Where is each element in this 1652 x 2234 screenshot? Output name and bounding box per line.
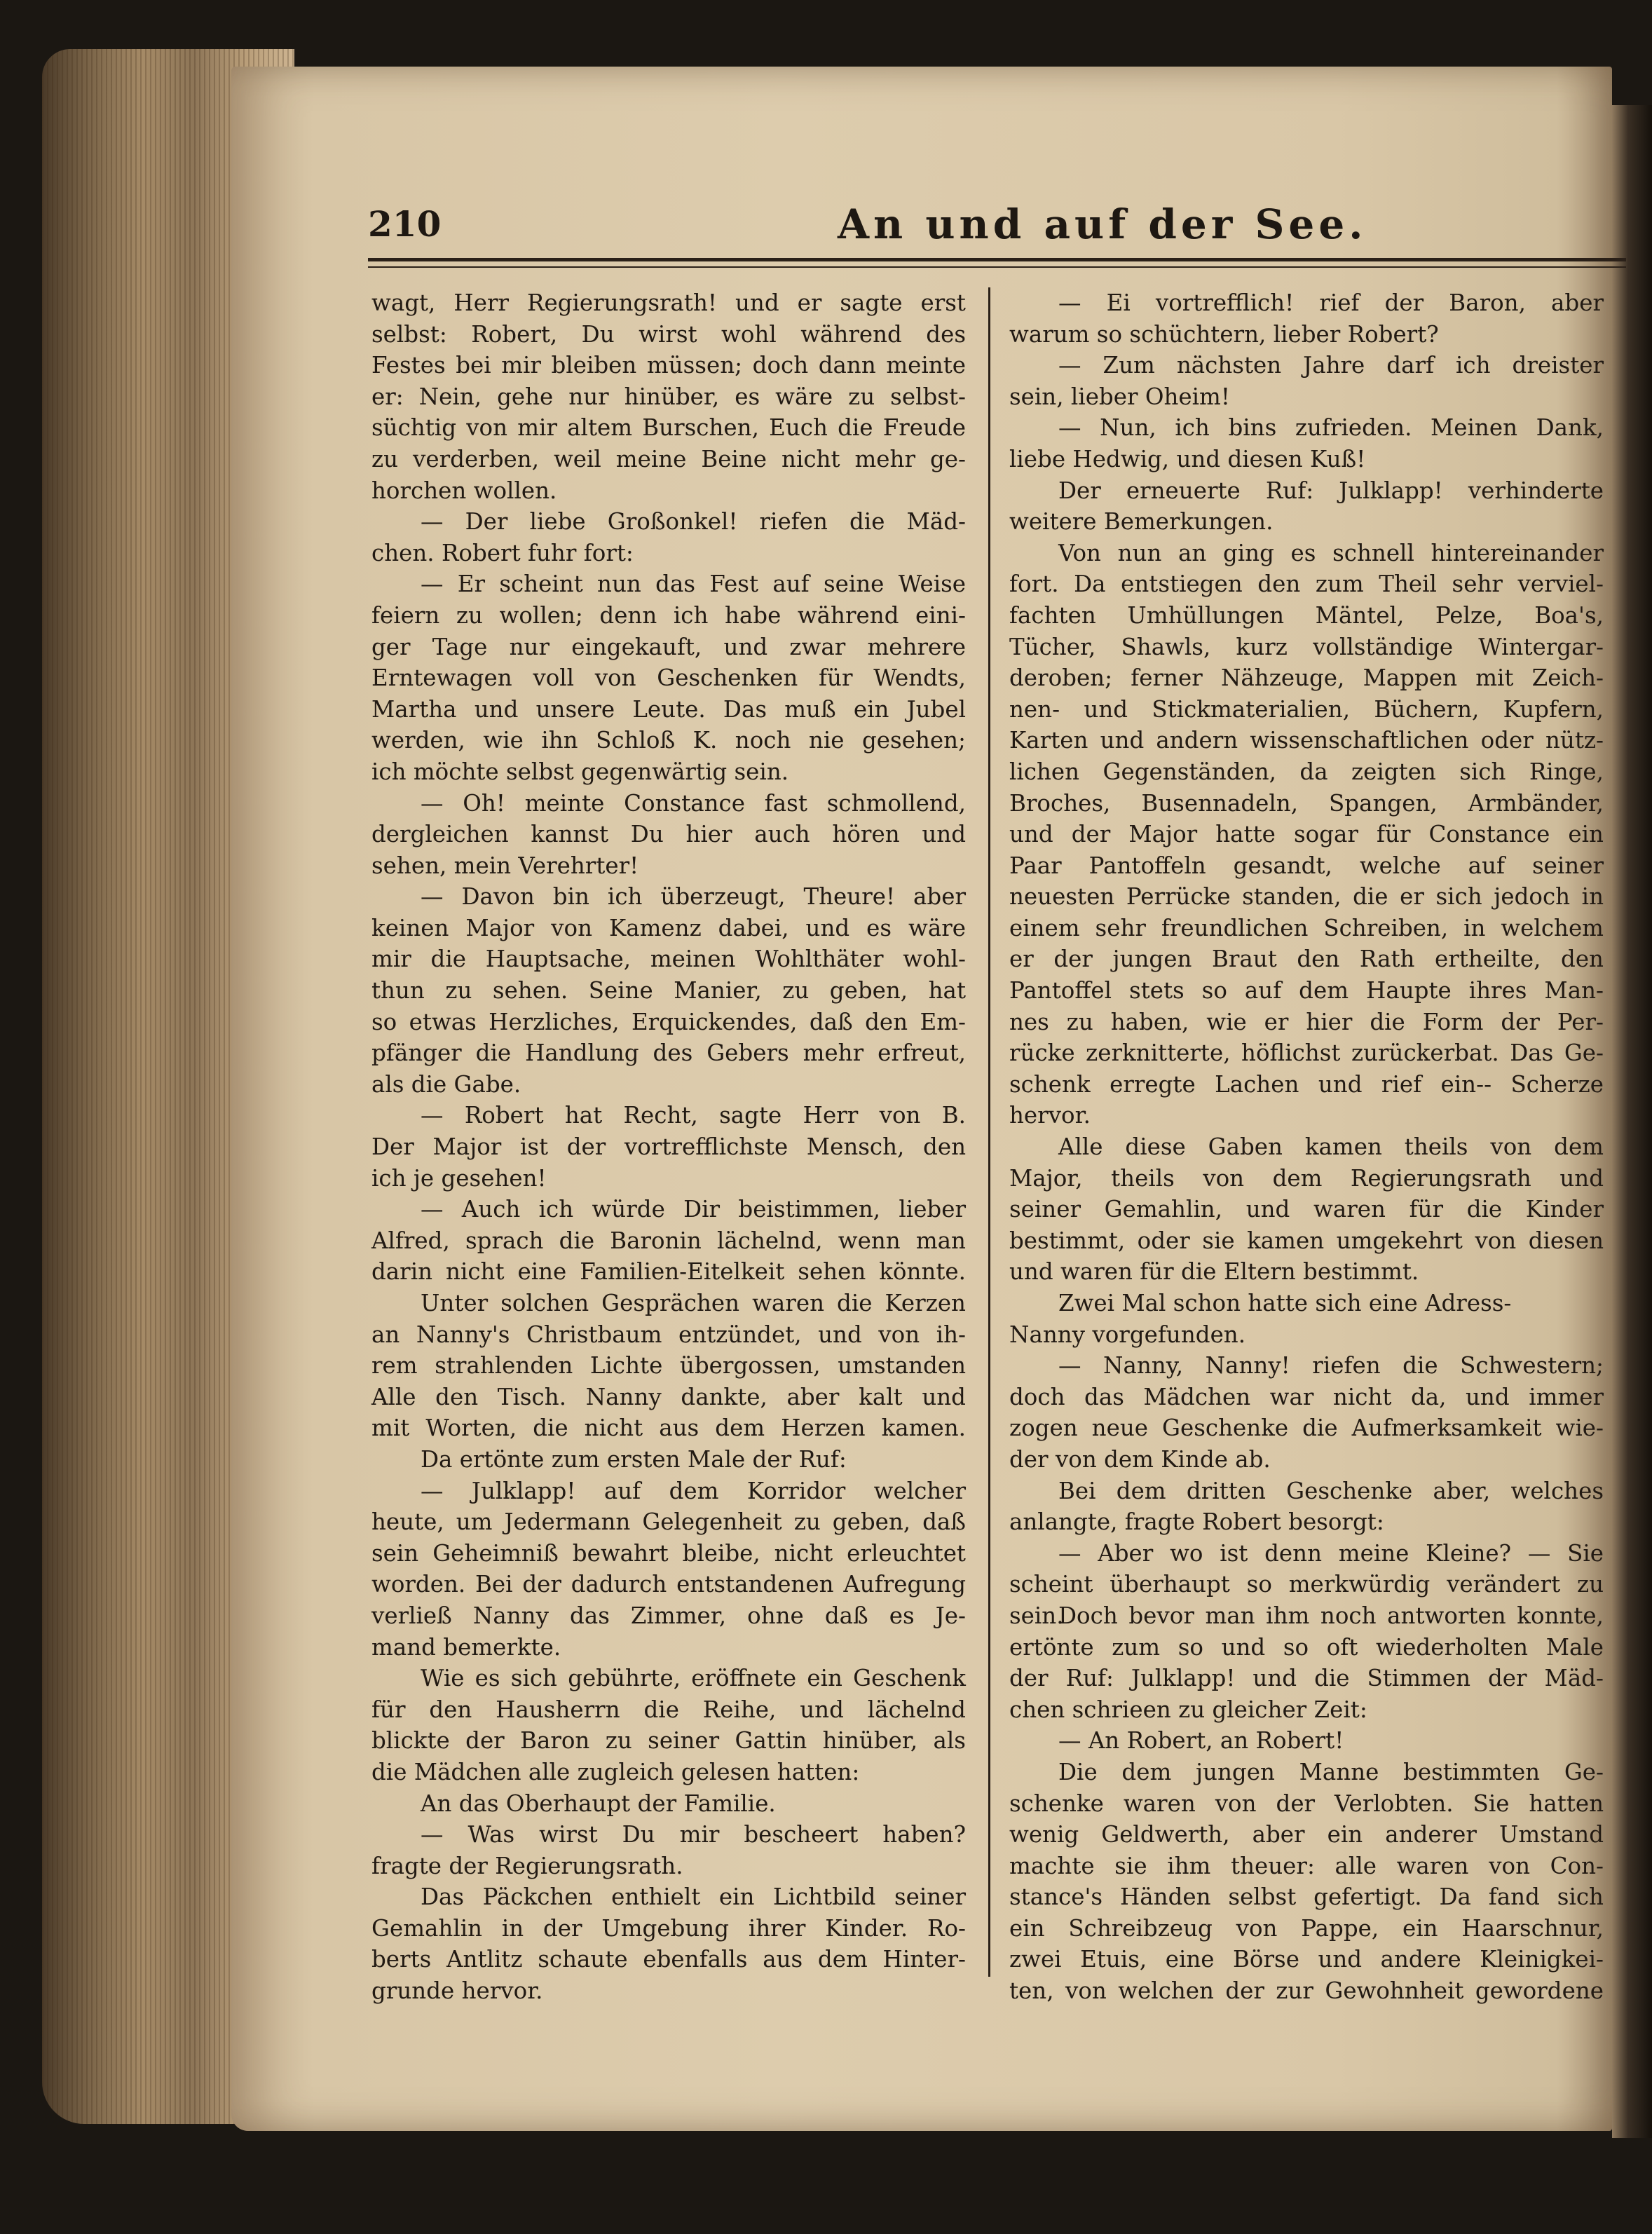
text-line: sein Geheimniß bewahrt bleibe, nicht erleuchtet: [371, 1539, 966, 1567]
text-line: Zwei Mal schon hatte sich eine Adress-: [1058, 1290, 1512, 1316]
text-line: blickte der Baron zu seiner Gattin hinüber, als: [371, 1727, 966, 1755]
text-line: Doch bevor man ihm noch antworten konnte,: [1058, 1602, 1604, 1629]
text-line: selbst: Robert, Du wirst wohl während des: [371, 320, 966, 348]
text-line: Da ertönte zum ersten Male der Ruf:: [421, 1445, 847, 1473]
text-line: zogen neue Geschenke die Aufmerksamkeit wie-: [1009, 1415, 1604, 1442]
text-line: als die Gabe.: [371, 1070, 521, 1098]
text-line: nes zu haben, wie er hier die Form der Per-: [1009, 1008, 1604, 1035]
text-line: mir die Hauptsache, meinen Wohlthäter wohl-: [371, 946, 966, 973]
text-line: fort. Da entstiegen den zum Theil sehr verviel-: [1009, 571, 1604, 598]
text-line: chen. Robert fuhr fort:: [371, 539, 634, 566]
text-line: ich möchte selbst gegenwärtig sein.: [371, 758, 789, 785]
page-number: 210: [368, 203, 442, 245]
text-line: schenke waren von der Verlobten. Sie hatten: [1009, 1790, 1604, 1817]
text-line: — Was wirst Du mir bescheert haben?: [421, 1821, 966, 1848]
text-line: Broches, Busennadeln, Spangen, Armbänder,: [1009, 789, 1604, 817]
text-line: — Robert hat Recht, sagte Herr von B.: [421, 1102, 966, 1129]
text-line: dergleichen kannst Du hier auch hören und: [371, 821, 966, 848]
text-line: er der jungen Braut den Rath ertheilte, den: [1009, 946, 1604, 973]
text-line: süchtig von mir altem Burschen, Euch die Freude: [371, 414, 966, 442]
text-line: anlangte, fragte Robert besorgt:: [1009, 1508, 1384, 1536]
text-line: darin nicht eine Familien-Eitelkeit sehen könnte.: [371, 1258, 966, 1286]
text-line: so etwas Herzliches, Erquickendes, daß den Em-: [371, 1008, 966, 1035]
text-line: keinen Major von Kamenz dabei, und es wäre: [371, 914, 966, 941]
text-line: Major, theils von dem Regierungsrath und: [1009, 1164, 1604, 1192]
text-line: ein Schreibzeug von Pappe, ein Haarschnur,: [1009, 1914, 1604, 1942]
text-line: heute, um Jedermann Gelegenheit zu geben, daß: [371, 1508, 966, 1536]
text-line: Das Päckchen enthielt ein Lichtbild seiner: [421, 1884, 966, 1911]
text-line: verließ Nanny das Zimmer, ohne daß es Je-: [371, 1602, 966, 1629]
text-line: ten, von welchen der zur Gewohnheit gewordene: [1009, 1977, 1604, 2005]
column-divider: [988, 287, 990, 1977]
text-line: — Nun, ich bins zufrieden. Meinen Dank,: [1058, 414, 1604, 442]
text-line: und waren für die Eltern bestimmt.: [1009, 1258, 1419, 1286]
text-line: warum so schüchtern, lieber Robert?: [1009, 320, 1439, 348]
text-line: einem sehr freundlichen Schreiben, in welchem: [1009, 914, 1604, 941]
text-line: thun zu sehen. Seine Manier, zu geben, hat: [371, 977, 966, 1004]
text-line: bestimmt, oder sie kamen umgekehrt von diesen: [1009, 1227, 1604, 1254]
text-line: chen schrieen zu gleicher Zeit:: [1009, 1696, 1367, 1723]
text-line: ich je gesehen!: [371, 1164, 547, 1192]
text-line: Die dem jungen Manne bestimmten Ge-: [1058, 1758, 1604, 1785]
text-line: — Der liebe Großonkel! riefen die Mäd-: [421, 508, 966, 536]
text-line: — Auch ich würde Dir beistimmen, lieber: [421, 1196, 966, 1223]
text-line: sein, lieber Oheim!: [1009, 383, 1230, 410]
text-line: Alfred, sprach die Baronin lächelnd, wenn man: [371, 1227, 966, 1254]
text-line: — Er scheint nun das Fest auf seine Weise: [421, 571, 966, 598]
text-line: feiern zu wollen; denn ich habe während eini-: [371, 601, 966, 629]
text-line: Martha und unsere Leute. Das muß ein Jubel: [371, 695, 966, 723]
text-line: seiner Gemahlin, und waren für die Kinder: [1009, 1196, 1604, 1223]
text-line: rem strahlenden Lichte übergossen, umstanden: [371, 1352, 966, 1380]
text-line: — Ei vortrefflich! rief der Baron, aber: [1058, 290, 1604, 316]
text-line: — Nanny, Nanny! riefen die Schwestern;: [1058, 1352, 1604, 1380]
text-line: Der Major ist der vortrefflichste Mensch, den: [371, 1133, 966, 1161]
text-line: — Aber wo ist denn meine Kleine? — Sie: [1058, 1539, 1604, 1567]
text-line: An das Oberhaupt der Familie.: [421, 1790, 776, 1817]
text-line: wenig Geldwerth, aber ein anderer Umstand: [1009, 1821, 1604, 1848]
text-line: mand bemerkte.: [371, 1633, 561, 1661]
text-line: fachten Umhüllungen Mäntel, Pelze, Boa's,: [1009, 601, 1604, 629]
text-line: Gemahlin in der Umgebung ihrer Kinder. Ro-: [371, 1914, 966, 1942]
text-line: mit Worten, die nicht aus dem Herzen kamen.: [371, 1415, 966, 1442]
text-line: doch das Mädchen war nicht da, und immer: [1009, 1383, 1604, 1410]
text-line: Pantoffel stets so auf dem Haupte ihres Man-: [1009, 977, 1604, 1004]
text-line: pfänger die Handlung des Gebers mehr erfreut,: [371, 1040, 966, 1067]
text-line: Nanny vorgefunden.: [1009, 1321, 1246, 1348]
text-line: ertönte zum so und so oft wiederholten Male: [1009, 1633, 1604, 1661]
text-line: machte sie ihm theuer: alle waren von Con-: [1009, 1852, 1604, 1879]
text-line: Von nun an ging es schnell hintereinander: [1058, 539, 1604, 566]
header-rule-thick: [368, 258, 1626, 261]
text-column-right: [1009, 287, 1604, 2007]
text-line: er: Nein, gehe nur hinüber, es wäre zu selbst-: [371, 383, 966, 410]
text-line: — Davon bin ich überzeugt, Theure! aber: [421, 883, 966, 911]
text-line: werden, wie ihn Schloß K. noch nie gesehen;: [371, 727, 966, 754]
text-line: lichen Gegenständen, da zeigten sich Ringe,: [1009, 758, 1604, 785]
text-line: und der Major hatte sogar für Constance ein: [1009, 821, 1604, 848]
text-line: horchen wollen.: [371, 477, 557, 504]
text-line: Karten und andern wissenschaftlichen oder nütz-: [1009, 727, 1604, 754]
text-line: Alle diese Gaben kamen theils von dem: [1058, 1133, 1604, 1161]
text-line: — Julklapp! auf dem Korridor welcher: [421, 1477, 966, 1504]
text-line: Der erneuerte Ruf: Julklapp! verhinderte: [1058, 477, 1604, 504]
text-line: rücke zerknitterte, höflichst zurückerbat. Das Ge-: [1009, 1040, 1604, 1067]
text-line: Unter solchen Gesprächen waren die Kerzen: [421, 1290, 966, 1316]
page-header: [368, 200, 1626, 252]
text-line: grunde hervor.: [371, 1977, 543, 2005]
text-line: liebe Hedwig, und diesen Kuß!: [1009, 445, 1366, 472]
text-line: Festes bei mir bleiben müssen; doch dann meinte: [371, 352, 966, 379]
text-line: für den Hausherrn die Reihe, und lächelnd: [371, 1696, 966, 1723]
text-line: zwei Etuis, eine Börse und andere Kleinigkei-: [1009, 1946, 1604, 1973]
text-line: wagt, Herr Regierungsrath! und er sagte erst: [371, 290, 966, 316]
text-line: an Nanny's Christbaum entzündet, und von ih-: [371, 1321, 966, 1348]
running-head: An und auf der See.: [838, 200, 1367, 248]
text-line: — Zum nächsten Jahre darf ich dreister: [1058, 352, 1604, 379]
text-line: Tücher, Shawls, kurz vollständige Wintergar-: [1009, 633, 1604, 660]
text-column-left: [371, 287, 966, 2007]
text-line: die Mädchen alle zugleich gelesen hatten:: [371, 1758, 860, 1785]
text-line: weitere Bemerkungen.: [1009, 508, 1274, 536]
text-line: ger Tage nur eingekauft, und zwar mehrere: [371, 633, 966, 660]
text-line: der Ruf: Julklapp! und die Stimmen der Mäd-: [1009, 1665, 1604, 1692]
text-line: Paar Pantoffeln gesandt, welche auf seiner: [1009, 852, 1604, 879]
text-line: scheint überhaupt so merkwürdig verändert zu sein.: [1009, 1571, 1604, 1629]
text-line: Wie es sich gebührte, eröffnete ein Geschenk: [421, 1665, 966, 1692]
text-line: neuesten Perrücke standen, die er sich jedoch in: [1009, 883, 1604, 911]
text-line: schenk erregte Lachen und rief ein-- Scherze: [1009, 1070, 1604, 1098]
text-line: hervor.: [1009, 1102, 1091, 1129]
text-line: fragte der Regierungsrath.: [371, 1852, 683, 1879]
text-line: sehen, mein Verehrter!: [371, 852, 639, 879]
text-line: zu verderben, weil meine Beine nicht mehr ge-: [371, 445, 966, 472]
text-line: stance's Händen selbst gefertigt. Da fand sich: [1009, 1884, 1604, 1911]
header-rule-thin: [368, 266, 1626, 268]
text-line: — Oh! meinte Constance fast schmollend,: [421, 789, 966, 817]
text-line: worden. Bei der dadurch entstandenen Aufregung: [371, 1571, 966, 1598]
text-line: Alle den Tisch. Nanny dankte, aber kalt und: [371, 1383, 966, 1410]
text-line: nen- und Stickmaterialien, Büchern, Kupfern,: [1009, 695, 1604, 723]
book-binding-shadow: [1612, 105, 1652, 2138]
text-line: der von dem Kinde ab.: [1009, 1445, 1271, 1473]
text-line: berts Antlitz schaute ebenfalls aus dem Hinter-: [371, 1946, 966, 1973]
text-line: Erntewagen voll von Geschenken für Wendts,: [371, 665, 966, 692]
text-line: Bei dem dritten Geschenke aber, welches: [1058, 1477, 1604, 1504]
text-line: deroben; ferner Nähzeuge, Mappen mit Zeich-: [1009, 665, 1604, 692]
text-line: — An Robert, an Robert!: [1058, 1727, 1344, 1755]
